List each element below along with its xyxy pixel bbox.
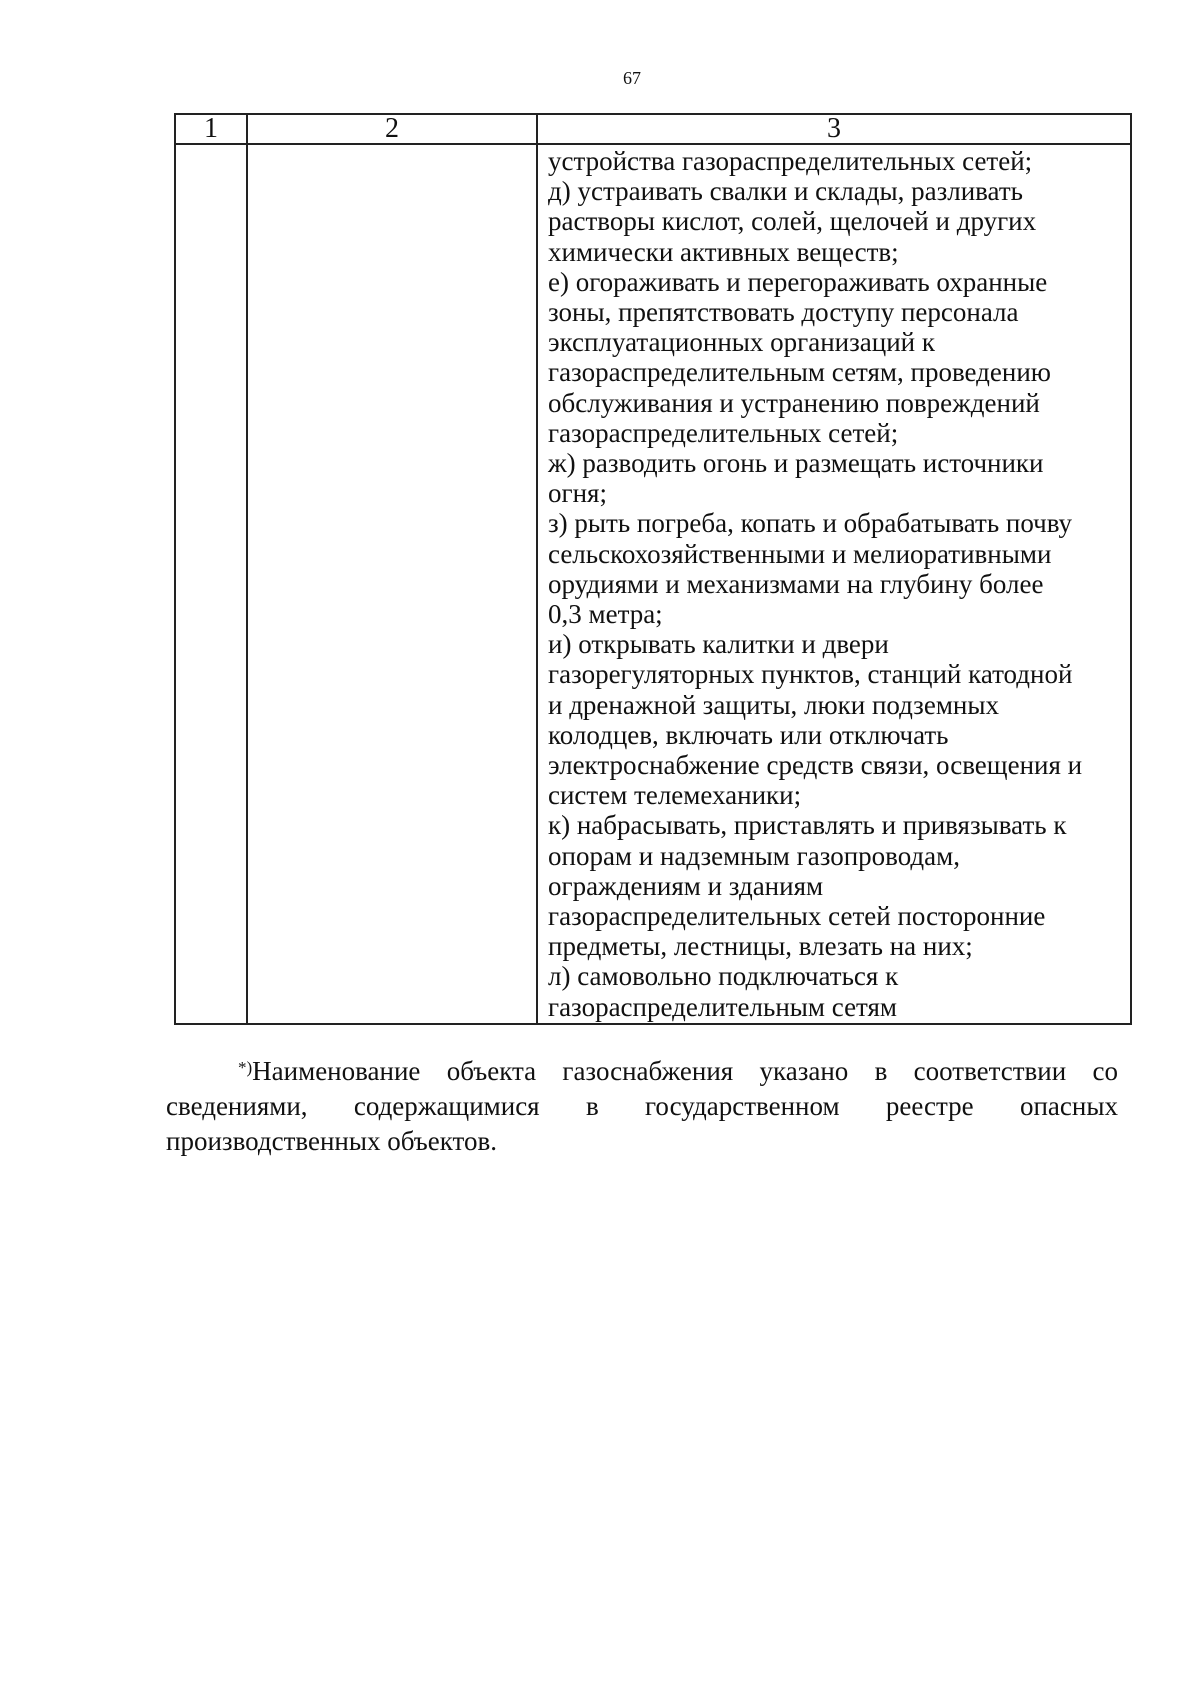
footnote-word: газоснабжения: [562, 1056, 734, 1086]
footnote-word: соответствии: [913, 1056, 1067, 1086]
footnote-word: со: [1092, 1056, 1118, 1086]
table-cell-2: [247, 144, 537, 1024]
restriction-line: е) огораживать и перегораживать охранные: [548, 266, 1048, 297]
table-row: [175, 144, 1131, 1024]
footnote-word: объекта: [446, 1056, 537, 1086]
restriction-line: 0,3 метра;: [548, 599, 663, 630]
restriction-line: электроснабжение средств связи, освещения и: [548, 750, 1083, 781]
restriction-line: ж) разводить огонь и размещать источники: [548, 448, 1044, 479]
column-header-2: 2: [247, 114, 537, 144]
table-cell-3: [537, 144, 1131, 1024]
column-header-3: 3: [537, 114, 1131, 144]
footnote-line: [166, 1054, 1118, 1089]
restriction-line: ограждениям и зданиям: [548, 870, 824, 901]
restriction-line: предметы, лестницы, влезать на них;: [548, 931, 973, 962]
restriction-line: сельскохозяйственными и мелиоративными: [548, 538, 1052, 569]
footnote-word: в: [874, 1056, 888, 1086]
restriction-line: опорам и надземным газопроводам,: [548, 840, 960, 871]
restriction-line: газораспределительным сетям: [548, 991, 897, 1022]
restriction-line: устройства газораспределительных сетей;: [548, 146, 1033, 176]
footnote-word: указано: [759, 1056, 849, 1086]
footnote-line: [166, 1089, 1118, 1124]
footnote-word-text: Наименование: [252, 1056, 421, 1086]
footnote-marker: *): [238, 1058, 253, 1077]
table-header-row: [175, 114, 1131, 144]
column-header-1: 1: [175, 114, 247, 144]
restriction-line: растворы кислот, солей, щелочей и других: [548, 206, 1037, 237]
footnote: [166, 1054, 1118, 1159]
restriction-line: д) устраивать свалки и склады, разливать: [548, 176, 1023, 207]
restriction-line: систем телемеханики;: [548, 780, 802, 811]
restriction-line: газораспределительных сетей;: [548, 417, 899, 448]
restriction-line: газораспределительных сетей посторонние: [548, 901, 1046, 932]
table-cell-1: [175, 144, 247, 1024]
restriction-line: обслуживания и устранению повреждений: [548, 387, 1040, 418]
footnote-word: опасных: [1019, 1091, 1118, 1121]
restriction-line: и) открывать калитки и двери: [548, 629, 889, 660]
footnote-line: производственных объектов.: [166, 1126, 497, 1156]
restriction-line: л) самовольно подключаться к: [548, 961, 899, 992]
footnote-word: содержащимися: [353, 1091, 540, 1121]
restriction-line: з) рыть погреба, копать и обрабатывать почву: [548, 508, 1073, 539]
restriction-line: колодцев, включать или отключать: [548, 719, 949, 750]
restriction-line: к) набрасывать, приставлять и привязывать к: [548, 810, 1067, 841]
restriction-line: эксплуатационных организаций к: [548, 327, 935, 358]
restriction-line: зоны, препятствовать доступу персонала: [548, 297, 1019, 328]
footnote-word: сведениями,: [166, 1091, 308, 1121]
footnote-word: [238, 1054, 420, 1089]
restriction-line: газорегуляторных пунктов, станций катодной: [548, 659, 1073, 690]
requirements-table: [174, 113, 1132, 1025]
restrictions-text: [538, 145, 1130, 1023]
footnote-word: реестре: [885, 1091, 974, 1121]
restriction-line: орудиями и механизмами на глубину более: [548, 568, 1044, 599]
restriction-line: огня;: [548, 478, 607, 509]
restriction-line: газораспределительным сетям, проведению: [548, 357, 1051, 388]
footnote-word: в: [585, 1091, 599, 1121]
restriction-line: химически активных веществ;: [548, 236, 899, 267]
footnote-word: государственном: [645, 1091, 840, 1121]
page-number: 67: [623, 68, 641, 88]
restriction-line: и дренажной защиты, люки подземных: [548, 689, 1000, 720]
